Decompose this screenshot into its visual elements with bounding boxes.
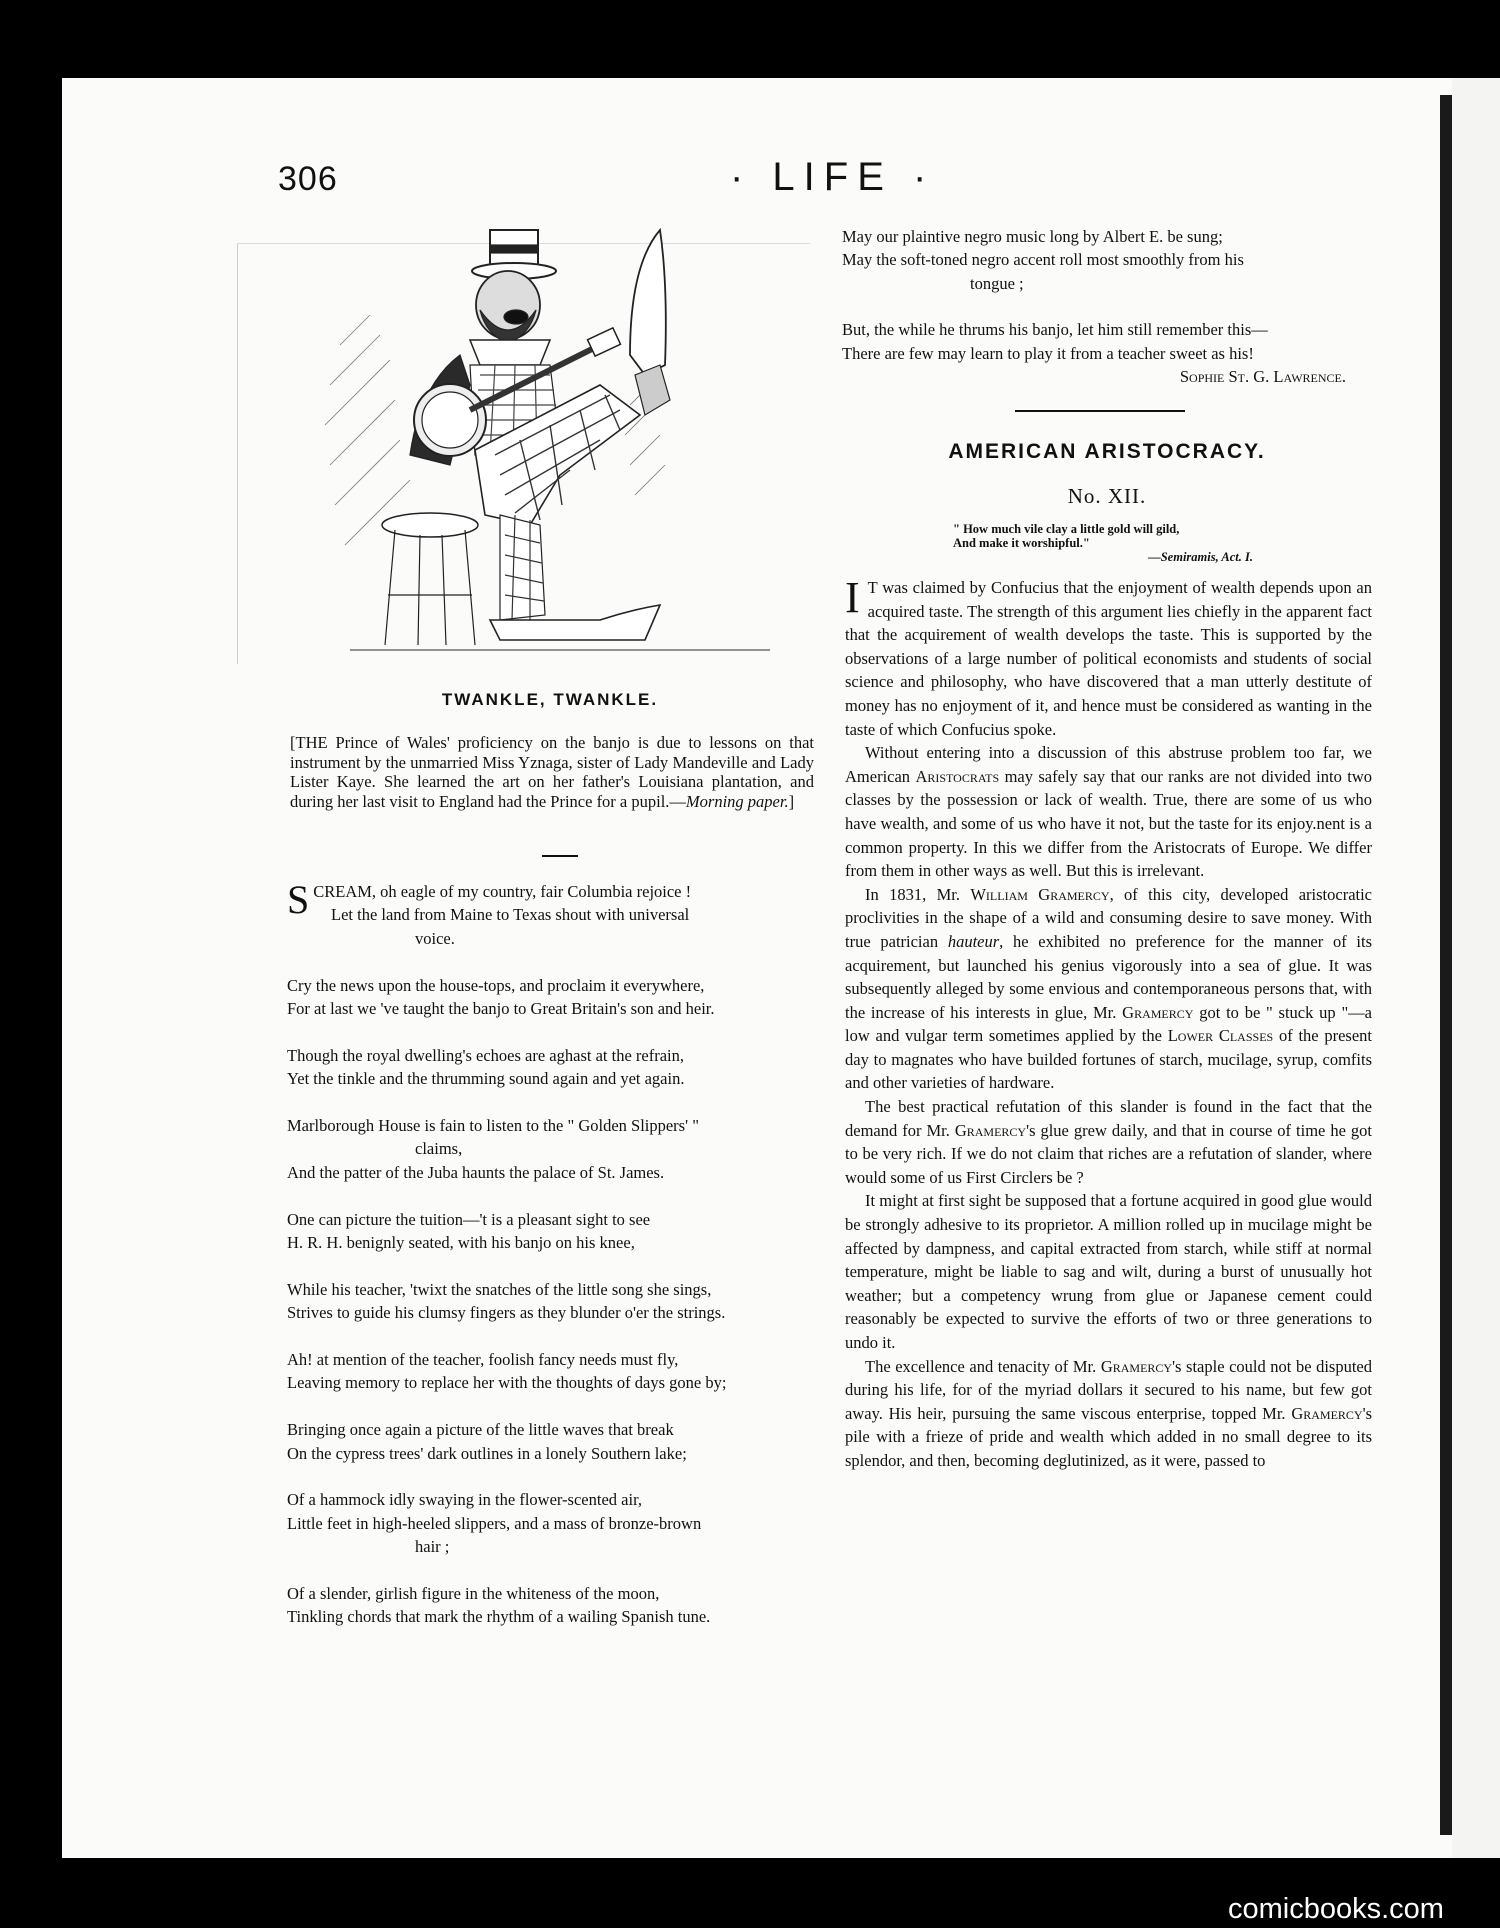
poem-line: On the cypress trees' dark outlines in a lonely Southern lake;	[287, 1443, 687, 1463]
smallcaps-text: William Gramercy	[970, 884, 1110, 904]
stanza	[287, 1114, 817, 1184]
poem-line-cont: claims,	[415, 1139, 463, 1159]
paragraph-text: In 1831, Mr.	[865, 884, 971, 904]
poem-author: Sophie St. G. Lawrence.	[1179, 367, 1346, 387]
stanza	[287, 1582, 817, 1629]
paragraph-text: T was claimed by Confucius that the enjoyment of wealth depends upon an acquired taste. The strength of this argument lies chiefly in the apparent fact that the acquirement of wealth develops the taste. This is supported by the observations of a large number of political economists and students of social science and philosophy, who have discovered that a man utterly destitute of money has no enjoyment of it, and hence must be considered as wanting in the taste of which Confucius spoke.	[845, 578, 1372, 739]
stanza	[287, 1348, 817, 1395]
poem-line-cont: tongue ;	[970, 273, 1024, 293]
smallcaps-text: Aristocrats	[915, 766, 1000, 786]
note-smallcaps: HE	[305, 733, 328, 752]
site-watermark: comicbooks.com	[1228, 1893, 1444, 1925]
section-rule	[1015, 410, 1185, 412]
paragraph-text: Without entering into a discussion of this abstruse problem too far, we American	[845, 743, 1372, 786]
stanza	[287, 1488, 817, 1558]
paragraph-text: 's staple could not be disputed during his life, for of the myriad dollars it secured to his name, but few got away. His heir, pursuing the same viscous enterprise, topped Mr.	[845, 1356, 1372, 1423]
poem	[287, 877, 817, 1652]
epigraph-attribution: —Semiramis, Act. I.	[1148, 550, 1253, 564]
adjacent-page-strip	[1452, 78, 1500, 1858]
poem-line: Marlborough House is fain to listen to the " Golden Slippers' "	[287, 1116, 699, 1136]
poem-line: Bringing once again a picture of the little waves that break	[287, 1420, 674, 1440]
poem-line: Ah! at mention of the teacher, foolish fancy needs must fly,	[287, 1350, 679, 1370]
caption-title: TWANKLE, TWANKLE.	[441, 690, 659, 709]
poem-line: Of a hammock idly swaying in the flower-scented air,	[287, 1490, 643, 1510]
drop-cap: I	[845, 573, 860, 622]
note-body: Prince of Wales' proficiency on the banjo is due to lessons on that instrument by the unmarried Miss Yznaga, sister of Lady Mandeville and Lady Lister Kaye. She learned the art on her father's Louisiana plantation, and during her last visit to England had the Prince for a pupil.—	[290, 733, 814, 811]
poem-end	[842, 225, 1372, 388]
poem-line: Little feet in high-heeled slippers, and a mass of bronze-brown	[287, 1513, 702, 1533]
masthead-title: · LIFE ·	[730, 155, 936, 199]
stanza	[287, 1418, 817, 1465]
smallcaps-text: Lower Classes	[1167, 1026, 1274, 1046]
drop-cap: S	[287, 877, 310, 922]
epigraph-line: And make it worshipful."	[953, 536, 1090, 550]
smallcaps-text: Gramercy	[1122, 1002, 1194, 1022]
paragraph-text: 's glue grew daily, and that in course of time he got to be very rich. If we do not claim that riches are a refutation of slander, where would some of us First Circlers be ?	[845, 1120, 1372, 1187]
poem-line: Cry the news upon the house-tops, and proclaim it everywhere,	[287, 975, 705, 995]
stanza	[287, 1208, 817, 1255]
paragraph-text: It might at first sight be supposed that a fortune acquired in good glue would be strongly adhesive to its proprietor. A million rolled up in mucilage might be affected by dampness, and capital extracted from starch, while stiff at normal temperature, might be liable to sag and wilt, during a burst of unusually hot weather; but a competency wrung from glue or Japanese cement could reasonably be expected to survive the efforts of two or three generations to undo it.	[845, 1191, 1372, 1352]
stanza	[287, 877, 817, 950]
stanza	[287, 1044, 817, 1091]
paragraph-text: , he exhibited no preference for the manner of its acquirement, but launched his genius vigorously into a sea of glue. It was subsequently alleged by some envious and contemporaneous persons that, with the increase of his interests in glue, Mr.	[845, 931, 1372, 1022]
paragraph-text: got to be " stuck up "—a low and vulgar term sometimes applied by the	[845, 1002, 1372, 1046]
poem-line: One can picture the tuition—'t is a pleasant sight to see	[287, 1209, 651, 1229]
poem-line: But, the while he thrums his banjo, let him still remember this—	[842, 320, 1268, 340]
article-title: AMERICAN ARISTOCRACY.	[948, 440, 1266, 463]
stanza	[287, 974, 817, 1021]
poem-line: And the patter of the Juba haunts the palace of St. James.	[287, 1162, 665, 1182]
poem-line: May our plaintive negro music long by Albert E. be sung;	[842, 227, 1223, 246]
note-source: Morning paper.	[685, 791, 789, 811]
paragraph-text: , of this city, developed aristocratic proclivities in the shape of a wild and consuming desire to save money. With true patrician	[845, 884, 1373, 951]
page-number: 306	[278, 160, 338, 198]
paragraph-text: The excellence and tenacity of Mr.	[865, 1356, 1101, 1376]
smallcaps-text: Gramercy	[1291, 1403, 1363, 1423]
banjo-player-illustration	[300, 225, 820, 665]
poem-line: Tinkling chords that mark the rhythm of a wailing Spanish tune.	[287, 1607, 711, 1627]
paragraph-text: The best practical refutation of this slander is found in the fact that the demand for Mr.	[845, 1097, 1372, 1140]
poem-line-cont: voice.	[415, 928, 455, 948]
paragraph-text: 's pile with a frieze of pride and wealth which added in no small degree to its splendor, and then, becoming deglutinized, as it were, passed to	[845, 1403, 1372, 1470]
poem-line: There are few may learn to play it from a teacher sweet as his!	[842, 343, 1254, 363]
article-paragraph	[845, 1189, 1372, 1354]
poem-line: Yet the tinkle and the thrumming sound again and yet again.	[287, 1069, 685, 1089]
article-paragraph	[845, 573, 1372, 741]
article-paragraph	[845, 1355, 1372, 1473]
note-bracket: [T	[290, 733, 306, 752]
article-paragraph	[845, 1095, 1372, 1189]
article-body	[845, 573, 1373, 1473]
epigraph-line: " How much vile clay a little gold will gild,	[953, 522, 1180, 536]
paragraph-text: may safely say that our ranks are not divided into two classes by the possession or lack of wealth. True, there are some of us who have wealth, and some of us who have it not, but the taste for its enjoy.nent is a common property. In this we differ from the Aristocrats of Europe. We differ from them in other ways as well. But this is irrelevant.	[845, 766, 1372, 881]
smallcaps-text: Gramercy	[1100, 1356, 1173, 1376]
page-edge	[1440, 95, 1452, 1835]
note-close: ]	[788, 791, 795, 811]
epigraph	[953, 522, 1253, 564]
poem-line: CREAM, oh eagle of my country, fair Columbia rejoice !	[313, 882, 692, 901]
poem-line: Of a slender, girlish figure in the whiteness of the moon,	[287, 1584, 660, 1604]
smallcaps-text: Gramercy	[954, 1120, 1027, 1140]
divider-rule	[542, 855, 578, 857]
poem-line: Let the land from Maine to Texas shout with universal	[331, 905, 690, 925]
paragraph-text: of the present day to magnates who have builded fortunes of starch, mucilage, syrup, comfits and other varieties of hardware.	[845, 1026, 1372, 1093]
stanza	[287, 1278, 817, 1325]
article-number: No. XII.	[1067, 484, 1147, 508]
poem-line: Strives to guide his clumsy fingers as they blunder o'er the strings.	[287, 1303, 726, 1323]
poem-line: While his teacher, 'twixt the snatches of the little song she sings,	[287, 1279, 712, 1299]
poem-line-cont: hair ;	[415, 1537, 450, 1557]
poem-line: H. R. H. benignly seated, with his banjo on his knee,	[287, 1233, 635, 1253]
poem-line: For at last we 've taught the banjo to Great Britain's son and heir.	[287, 999, 715, 1019]
poem-line: Leaving memory to replace her with the thoughts of days gone by;	[287, 1373, 727, 1393]
poem-line: May the soft-toned negro accent roll most smoothly from his	[842, 250, 1244, 270]
poem-line: Though the royal dwelling's echoes are aghast at the refrain,	[287, 1045, 684, 1065]
article-paragraph	[845, 883, 1372, 1095]
article-paragraph	[845, 741, 1372, 883]
editor-note	[290, 733, 814, 811]
italic-text: hauteur	[947, 931, 1000, 951]
